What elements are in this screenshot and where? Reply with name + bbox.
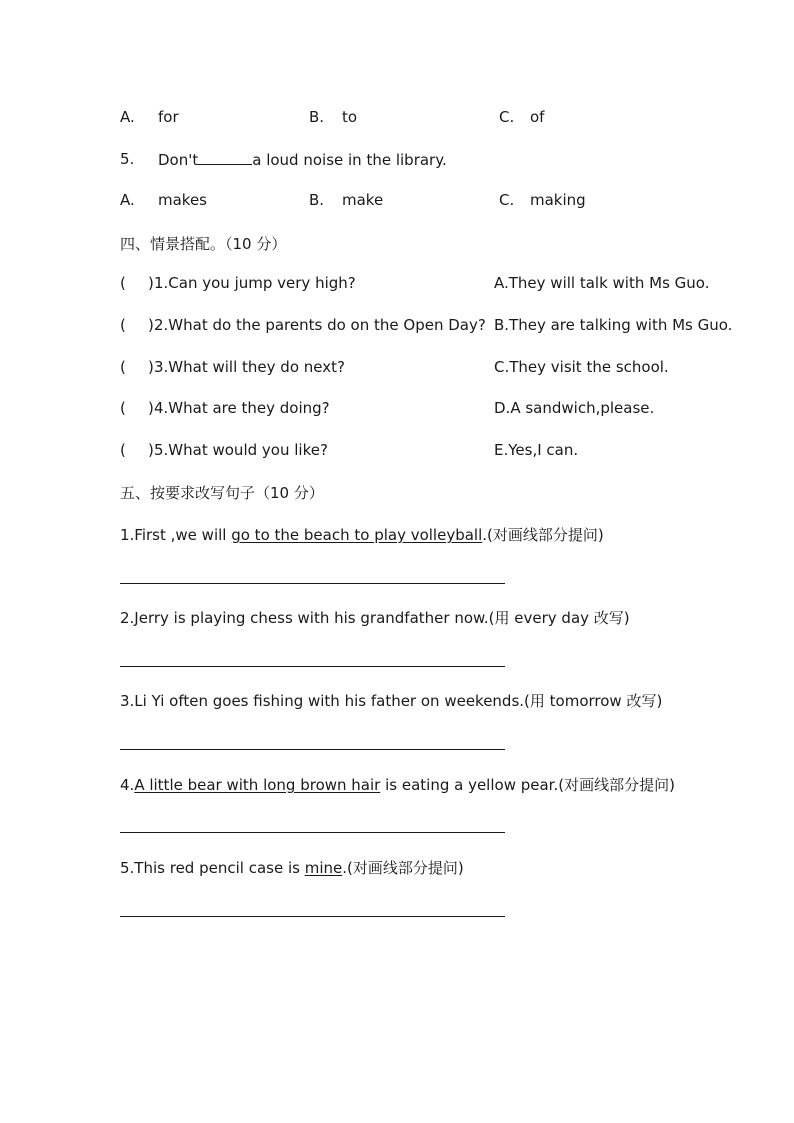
answer-paren-close: ) <box>148 358 154 376</box>
matching-answer: E.Yes,I can. <box>494 441 579 459</box>
option-a-text: makes <box>158 191 207 209</box>
answer-line[interactable] <box>120 916 505 917</box>
option-c-letter: C. <box>499 191 515 209</box>
matching-question: 4.What are they doing? <box>154 399 330 417</box>
option-a-text: for <box>158 108 179 126</box>
answer-paren-open[interactable]: ( <box>120 316 126 334</box>
answer-line[interactable] <box>120 583 505 584</box>
rewrite-text-pre: 2.Jerry is playing chess with his grandfather now.(用 every day 改写) <box>120 609 630 627</box>
rewrite-text-pre: 1.First ,we will <box>120 526 232 544</box>
matching-answer: A.They will talk with Ms Guo. <box>494 274 710 292</box>
option-b-letter: B. <box>309 108 325 126</box>
rewrite-question <box>120 774 675 795</box>
option-c-text: making <box>530 191 586 209</box>
rewrite-text-post: .(对画线部分提问) <box>482 526 604 544</box>
matching-row <box>0 399 794 421</box>
answer-paren-close: ) <box>148 316 154 334</box>
section-5-heading: 五、按要求改写句子（10 分） <box>120 484 324 502</box>
question-text-after: a loud noise in the library. <box>252 151 447 169</box>
option-b-letter: B. <box>309 191 325 209</box>
section-4-heading: 四、情景搭配。（10 分） <box>120 235 287 253</box>
underlined-part: mine <box>304 859 343 877</box>
rewrite-text-pre: 5.This red pencil case is <box>120 859 305 877</box>
rewrite-text-post: is eating a yellow pear.(对画线部分提问) <box>380 776 675 794</box>
rewrite-text-pre: 3.Li Yi often goes fishing with his father on weekends.(用 tomorrow 改写) <box>120 692 663 710</box>
option-a-letter: A. <box>120 108 135 126</box>
answer-paren-open[interactable]: ( <box>120 274 126 292</box>
matching-question: 2.What do the parents do on the Open Day? <box>154 316 486 334</box>
rewrite-question <box>120 524 604 545</box>
answer-paren-open[interactable]: ( <box>120 441 126 459</box>
underlined-part: A little bear with long brown hair <box>134 776 381 794</box>
answer-paren-close: ) <box>148 274 154 292</box>
matching-row <box>0 441 794 463</box>
answer-line[interactable] <box>120 666 505 667</box>
rewrite-question <box>120 607 630 628</box>
question-number: 5. <box>120 150 135 168</box>
option-a-letter: A. <box>120 191 135 209</box>
option-b-text: make <box>342 191 384 209</box>
rewrite-text-post: .(对画线部分提问) <box>342 859 464 877</box>
answer-line[interactable] <box>120 832 505 833</box>
rewrite-text-pre: 4. <box>120 776 135 794</box>
answer-paren-open[interactable]: ( <box>120 358 126 376</box>
answer-blank[interactable] <box>198 150 252 165</box>
matching-answer: D.A sandwich,please. <box>494 399 655 417</box>
question-text-before: Don't <box>158 151 199 169</box>
matching-row <box>0 358 794 380</box>
option-c-text: of <box>530 108 545 126</box>
answer-paren-open[interactable]: ( <box>120 399 126 417</box>
option-b-text: to <box>342 108 358 126</box>
matching-question: 3.What will they do next? <box>154 358 345 376</box>
matching-answer: C.They visit the school. <box>494 358 669 376</box>
answer-paren-close: ) <box>148 441 154 459</box>
option-c-letter: C. <box>499 108 515 126</box>
rewrite-question <box>120 690 662 711</box>
rewrite-question <box>120 857 464 878</box>
matching-answer: B.They are talking with Ms Guo. <box>494 316 733 334</box>
matching-question: 5.What would you like? <box>154 441 328 459</box>
answer-line[interactable] <box>120 749 505 750</box>
underlined-part: go to the beach to play volleyball <box>231 526 483 544</box>
matching-row <box>0 274 794 296</box>
answer-paren-close: ) <box>148 399 154 417</box>
question-text <box>158 150 447 169</box>
matching-row <box>0 316 794 338</box>
matching-question: 1.Can you jump very high? <box>154 274 356 292</box>
